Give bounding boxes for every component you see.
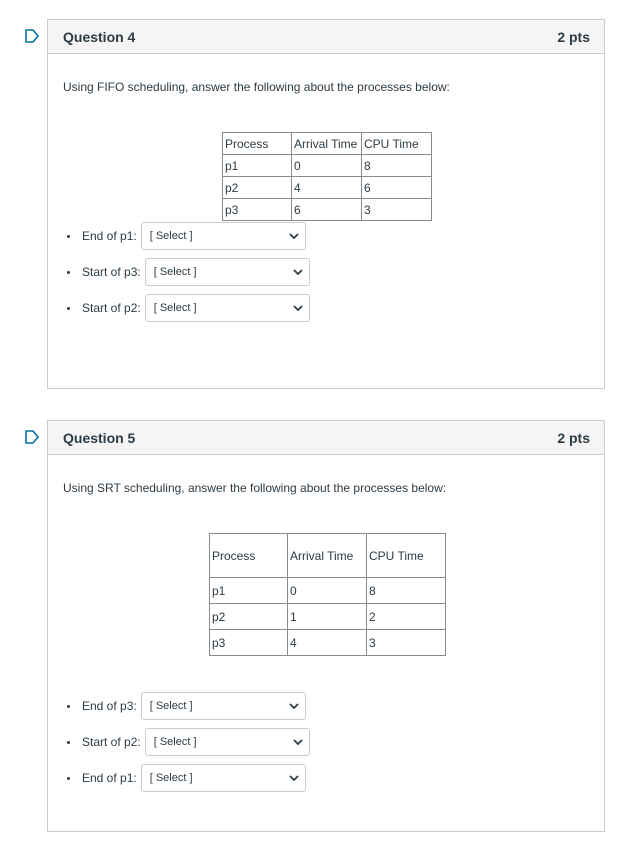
table-header: Arrival Time bbox=[288, 534, 367, 578]
answer-label: Start of p2: bbox=[82, 301, 141, 315]
select-value: [ Select ] bbox=[149, 230, 193, 242]
select-value: [ Select ] bbox=[149, 772, 193, 784]
table-cell: 4 bbox=[288, 630, 367, 656]
answer-item-start-p2 bbox=[67, 728, 310, 756]
table-header-row bbox=[223, 133, 432, 155]
table-header: CPU Time bbox=[362, 133, 432, 155]
table-cell: p3 bbox=[210, 630, 288, 656]
bullet bbox=[67, 741, 70, 744]
table-cell: 2 bbox=[367, 604, 446, 630]
answer-item-start-p2 bbox=[67, 294, 310, 322]
chevron-down-icon bbox=[289, 232, 299, 240]
bullet bbox=[67, 777, 70, 780]
chevron-down-icon bbox=[293, 268, 303, 276]
chevron-down-icon bbox=[289, 702, 299, 710]
bullet bbox=[67, 235, 70, 238]
bullet bbox=[67, 271, 70, 274]
question-points: 2 pts bbox=[557, 430, 590, 446]
answer-item-end-p1 bbox=[67, 764, 306, 792]
table-cell: p3 bbox=[223, 199, 292, 221]
chevron-down-icon bbox=[293, 738, 303, 746]
answer-item-end-p3 bbox=[67, 692, 306, 720]
table-cell: 4 bbox=[292, 177, 362, 199]
table-row bbox=[210, 578, 446, 604]
table-cell: 1 bbox=[288, 604, 367, 630]
question-title: Question 5 bbox=[63, 430, 136, 446]
answer-label: End of p1: bbox=[82, 771, 137, 785]
bullet bbox=[67, 705, 70, 708]
answer-select[interactable] bbox=[141, 692, 306, 720]
question-prompt: Using SRT scheduling, answer the following about the processes below: bbox=[63, 481, 447, 495]
question-prompt: Using FIFO scheduling, answer the following about the processes below: bbox=[63, 80, 450, 94]
process-table bbox=[222, 132, 432, 221]
table-cell: 3 bbox=[367, 630, 446, 656]
table-row bbox=[210, 630, 446, 656]
table-row bbox=[223, 155, 432, 177]
answer-select[interactable] bbox=[145, 294, 310, 322]
table-header: Process bbox=[210, 534, 288, 578]
select-value: [ Select ] bbox=[153, 266, 197, 278]
table-cell: p2 bbox=[210, 604, 288, 630]
table-cell: 8 bbox=[367, 578, 446, 604]
chevron-down-icon bbox=[289, 774, 299, 782]
table-cell: 8 bbox=[362, 155, 432, 177]
answer-select[interactable] bbox=[145, 728, 310, 756]
answer-select[interactable] bbox=[145, 258, 310, 286]
question-title: Question 4 bbox=[63, 29, 136, 45]
table-row bbox=[223, 177, 432, 199]
table-cell: 3 bbox=[362, 199, 432, 221]
question-header bbox=[48, 421, 604, 455]
table-cell: 0 bbox=[292, 155, 362, 177]
question-points: 2 pts bbox=[557, 29, 590, 45]
table-cell: p1 bbox=[223, 155, 292, 177]
answer-select[interactable] bbox=[141, 222, 306, 250]
answer-select[interactable] bbox=[141, 764, 306, 792]
question-5-card bbox=[47, 420, 605, 832]
select-value: [ Select ] bbox=[153, 736, 197, 748]
question-4-card bbox=[47, 19, 605, 389]
answer-label: End of p3: bbox=[82, 699, 137, 713]
table-cell: 0 bbox=[288, 578, 367, 604]
answer-label: Start of p2: bbox=[82, 735, 141, 749]
process-table bbox=[209, 533, 446, 656]
bookmark-flag-icon[interactable] bbox=[24, 29, 40, 43]
answer-item-end-p1 bbox=[67, 222, 306, 250]
table-cell: p1 bbox=[210, 578, 288, 604]
chevron-down-icon bbox=[293, 304, 303, 312]
question-header bbox=[48, 20, 604, 54]
table-row bbox=[210, 604, 446, 630]
answer-item-start-p3 bbox=[67, 258, 310, 286]
table-cell: 6 bbox=[292, 199, 362, 221]
bullet bbox=[67, 307, 70, 310]
table-cell: p2 bbox=[223, 177, 292, 199]
answer-label: Start of p3: bbox=[82, 265, 141, 279]
table-row bbox=[223, 199, 432, 221]
table-header: Arrival Time bbox=[292, 133, 362, 155]
select-value: [ Select ] bbox=[153, 302, 197, 314]
answer-label: End of p1: bbox=[82, 229, 137, 243]
table-header-row bbox=[210, 534, 446, 578]
bookmark-flag-icon[interactable] bbox=[24, 430, 40, 444]
table-header: CPU Time bbox=[367, 534, 446, 578]
table-header: Process bbox=[223, 133, 292, 155]
table-cell: 6 bbox=[362, 177, 432, 199]
select-value: [ Select ] bbox=[149, 700, 193, 712]
